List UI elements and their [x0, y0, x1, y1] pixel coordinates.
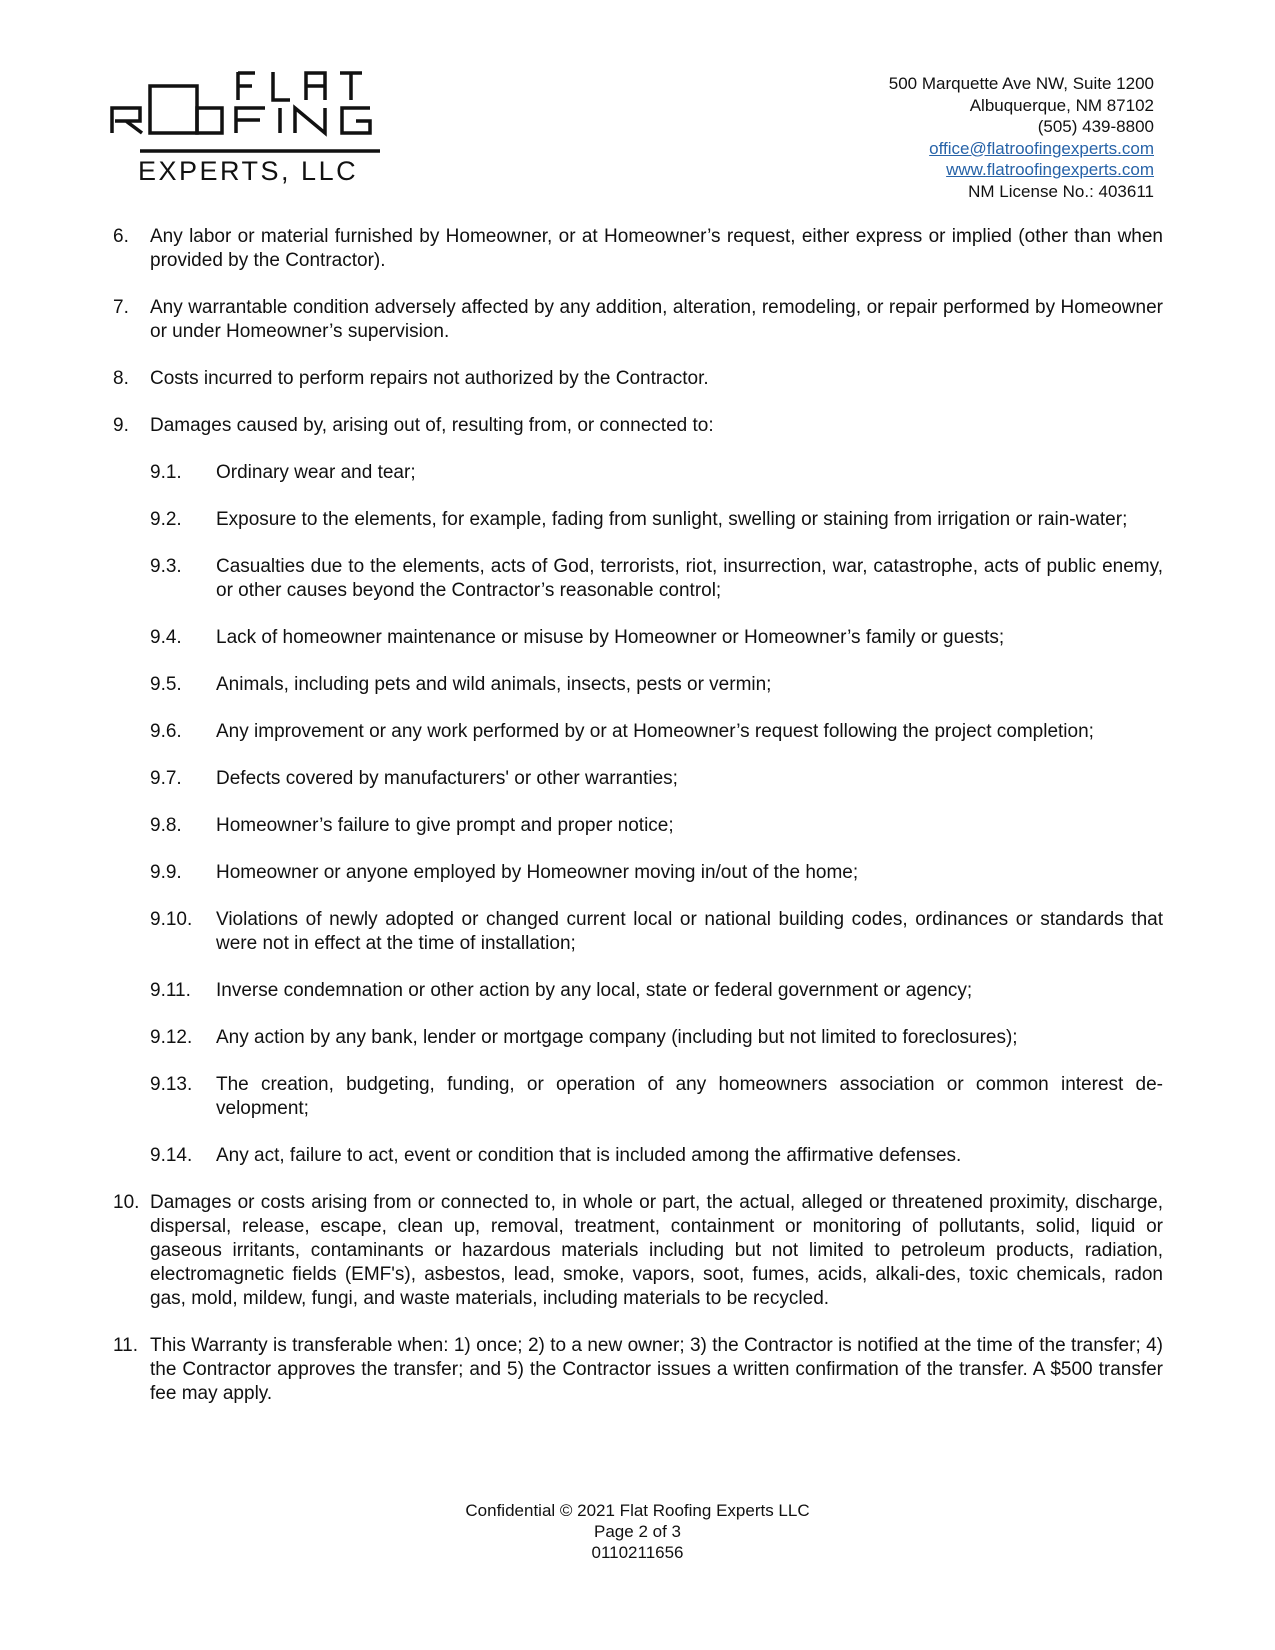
list-item	[113, 1334, 1163, 1406]
list-item	[113, 1191, 1163, 1311]
sub-item-number: 9.10.	[150, 909, 193, 930]
sub-list-item	[113, 555, 1163, 603]
sub-item-text: Defects covered by manufacturers' or other warranties;	[216, 768, 678, 789]
sub-item-text: Any improvement or any work performed by or at Homeowner’s request following the project completion;	[216, 721, 1094, 742]
item-number: 11.	[113, 1335, 139, 1356]
company-contact-block	[889, 73, 1154, 202]
footer-copyright: Confidential © 2021 Flat Roofing Experts LLC	[465, 1501, 810, 1520]
sub-list-item	[113, 626, 1163, 650]
sub-item-text: Exposure to the elements, for example, fading from sunlight, swelling or staining from irrigation or rain-water;	[216, 509, 1128, 530]
sub-item-text: Casualties due to the elements, acts of God, terrorists, riot, insurrection, war, catastrophe, acts of public enemy, or other causes beyond the Contractor’s reasonable control;	[216, 556, 1163, 601]
item-text: Damages or costs arising from or connected to, in whole or part, the actual, alleged or threatened proximity, discharge, dispersal, release, escape, clean up, removal, treatment, containment or monitoring of pollutants, solid, liquid or gaseous irritants, contaminants or hazardous materials including but not limited to petroleum products, radiation, electromagnetic fields (EMF's), asbestos, lead, smoke, vapors, soot, fumes, acids, alkali-des, toxic chemicals, radon gas, mold, mildew, fungi, and waste materials, including materials to be recycled.	[150, 1192, 1163, 1309]
item-number: 8.	[113, 368, 129, 389]
sub-item-number: 9.12.	[150, 1027, 193, 1048]
sub-list-item	[113, 767, 1163, 791]
sub-list-item	[113, 508, 1163, 532]
address-line-1: 500 Marquette Ave NW, Suite 1200	[888, 74, 1154, 93]
sub-item-number: 9.1.	[150, 462, 182, 483]
page-number: Page 2 of 3	[594, 1522, 681, 1541]
website-link[interactable]: www.flatroofingexperts.com	[946, 160, 1154, 179]
sub-list-item	[113, 673, 1163, 697]
list-item	[113, 225, 1163, 273]
item-number: 6.	[113, 226, 129, 247]
sub-list-item	[113, 814, 1163, 838]
email-link[interactable]: office@flatroofingexperts.com	[929, 138, 1154, 158]
sub-item-number: 9.3.	[150, 556, 182, 577]
list-item	[113, 296, 1163, 344]
document-code: 0110211656	[591, 1543, 684, 1562]
address-line-2: Albuquerque, NM 87102	[969, 95, 1154, 115]
sub-item-number: 9.9.	[150, 862, 182, 883]
sub-list-item	[113, 1026, 1163, 1050]
item-number: 7.	[113, 297, 129, 318]
sub-item-text: Violations of newly adopted or changed current local or national building codes, ordinances or standards that were not in effect at the time of installation;	[216, 909, 1163, 954]
sub-item-text: Any act, failure to act, event or condition that is included among the affirmative defenses.	[216, 1145, 962, 1166]
sub-list-item	[113, 720, 1163, 744]
item-number: 10.	[113, 1192, 140, 1213]
svg-text:EXPERTS, LLC: EXPERTS, LLC	[138, 156, 359, 186]
sub-item-number: 9.5.	[150, 674, 182, 695]
item-text: This Warranty is transferable when: 1) once; 2) to a new owner; 3) the Contractor is notified at the time of the transfer; 4) the Contractor approves the transfer; and 5) the Contractor issues a written confirmation of the transfer. A $500 transfer fee may apply.	[150, 1335, 1163, 1404]
sub-list-item	[113, 461, 1163, 485]
sub-item-text: Inverse condemnation or other action by any local, state or federal government or agency;	[216, 980, 973, 1001]
sub-list-item	[113, 1144, 1163, 1168]
sub-item-number: 9.2.	[150, 509, 182, 530]
sub-list-item	[113, 1073, 1163, 1121]
sub-item-text: Homeowner’s failure to give prompt and proper notice;	[216, 815, 674, 836]
item-text: Any labor or material furnished by Homeowner, or at Homeowner’s request, either express or implied (other than when provided by the Contractor).	[150, 226, 1163, 271]
sub-item-text: Any action by any bank, lender or mortgage company (including but not limited to foreclosures);	[216, 1027, 1018, 1048]
page-footer	[0, 1500, 1275, 1563]
phone-number: (505) 439-8800	[1037, 117, 1154, 136]
document-body	[113, 225, 1163, 1429]
sub-list-item	[113, 979, 1163, 1003]
sub-item-text: Ordinary wear and tear;	[216, 462, 416, 483]
sub-item-text: The creation, budgeting, funding, or operation of any homeowners association or common interest de-velopment;	[216, 1074, 1163, 1119]
sub-item-text: Homeowner or anyone employed by Homeowner moving in/out of the home;	[216, 862, 859, 883]
item-number: 9.	[113, 415, 129, 436]
sub-item-number: 9.7.	[150, 768, 182, 789]
sub-item-number: 9.8.	[150, 815, 182, 836]
sub-item-number: 9.14.	[150, 1145, 193, 1166]
item-text: Damages caused by, arising out of, resulting from, or connected to:	[150, 415, 714, 436]
item-text: Costs incurred to perform repairs not authorized by the Contractor.	[150, 368, 709, 389]
sub-item-text: Lack of homeowner maintenance or misuse by Homeowner or Homeowner’s family or guests;	[216, 627, 1005, 648]
item-text: Any warrantable condition adversely affected by any addition, alteration, remodeling, or repair performed by Homeowner or under Homeowner’s supervision.	[150, 297, 1163, 342]
list-item	[113, 367, 1163, 391]
sub-item-number: 9.13.	[150, 1074, 193, 1095]
company-logo	[110, 68, 415, 193]
sub-item-number: 9.4.	[150, 627, 182, 648]
sub-list-item	[113, 908, 1163, 956]
license-number: NM License No.: 403611	[968, 181, 1154, 201]
list-item	[113, 414, 1163, 438]
sub-item-number: 9.6.	[150, 721, 182, 742]
sub-list-item	[113, 861, 1163, 885]
sub-item-text: Animals, including pets and wild animals, insects, pests or vermin;	[216, 674, 772, 695]
sub-item-number: 9.11.	[150, 980, 191, 1001]
